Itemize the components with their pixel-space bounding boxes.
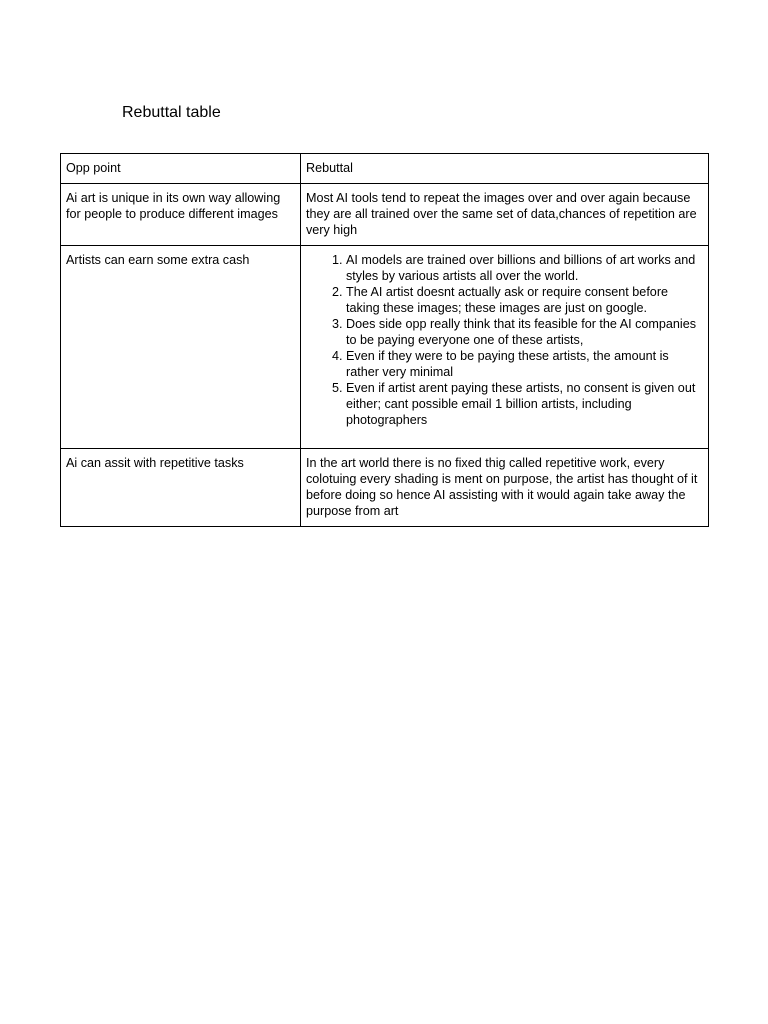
table-header-row [61,154,709,184]
list-item: 3. Does side opp really think that its feasible for the AI companies to be paying everyone one of these artists, [346,316,703,348]
table-row [61,246,709,449]
opp-point-cell: Artists can earn some extra cash [61,246,301,449]
list-item: 1. AI models are trained over billions and billions of art works and styles by various artists all over the world. [346,252,703,284]
rebuttal-list [306,252,703,428]
opp-point-cell: Ai can assit with repetitive tasks [61,449,301,527]
header-opp-point: Opp point [61,154,301,184]
list-item: 2. The AI artist doesnt actually ask or require consent before taking these images; these images are just on google. [346,284,703,316]
list-item: 4. Even if they were to be paying these artists, the amount is rather very minimal [346,348,703,380]
table-row [61,184,709,246]
table-row [61,449,709,527]
rebuttal-cell [301,246,709,449]
list-item: 5. Even if artist arent paying these artists, no consent is given out either; cant possible email 1 billion artists, including photographers [346,380,703,428]
rebuttal-table [60,153,709,527]
rebuttal-cell: In the art world there is no fixed thig called repetitive work, every colotuing every shading is ment on purpose, the artist has thought of it before doing so hence AI assisting with it would again take away the purpose from art [301,449,709,527]
header-rebuttal: Rebuttal [301,154,709,184]
rebuttal-cell: Most AI tools tend to repeat the images over and over again because they are all trained over the same set of data,chances of repetition are very high [301,184,709,246]
document-title: Rebuttal table [122,104,221,121]
opp-point-cell: Ai art is unique in its own way allowing for people to produce different images [61,184,301,246]
